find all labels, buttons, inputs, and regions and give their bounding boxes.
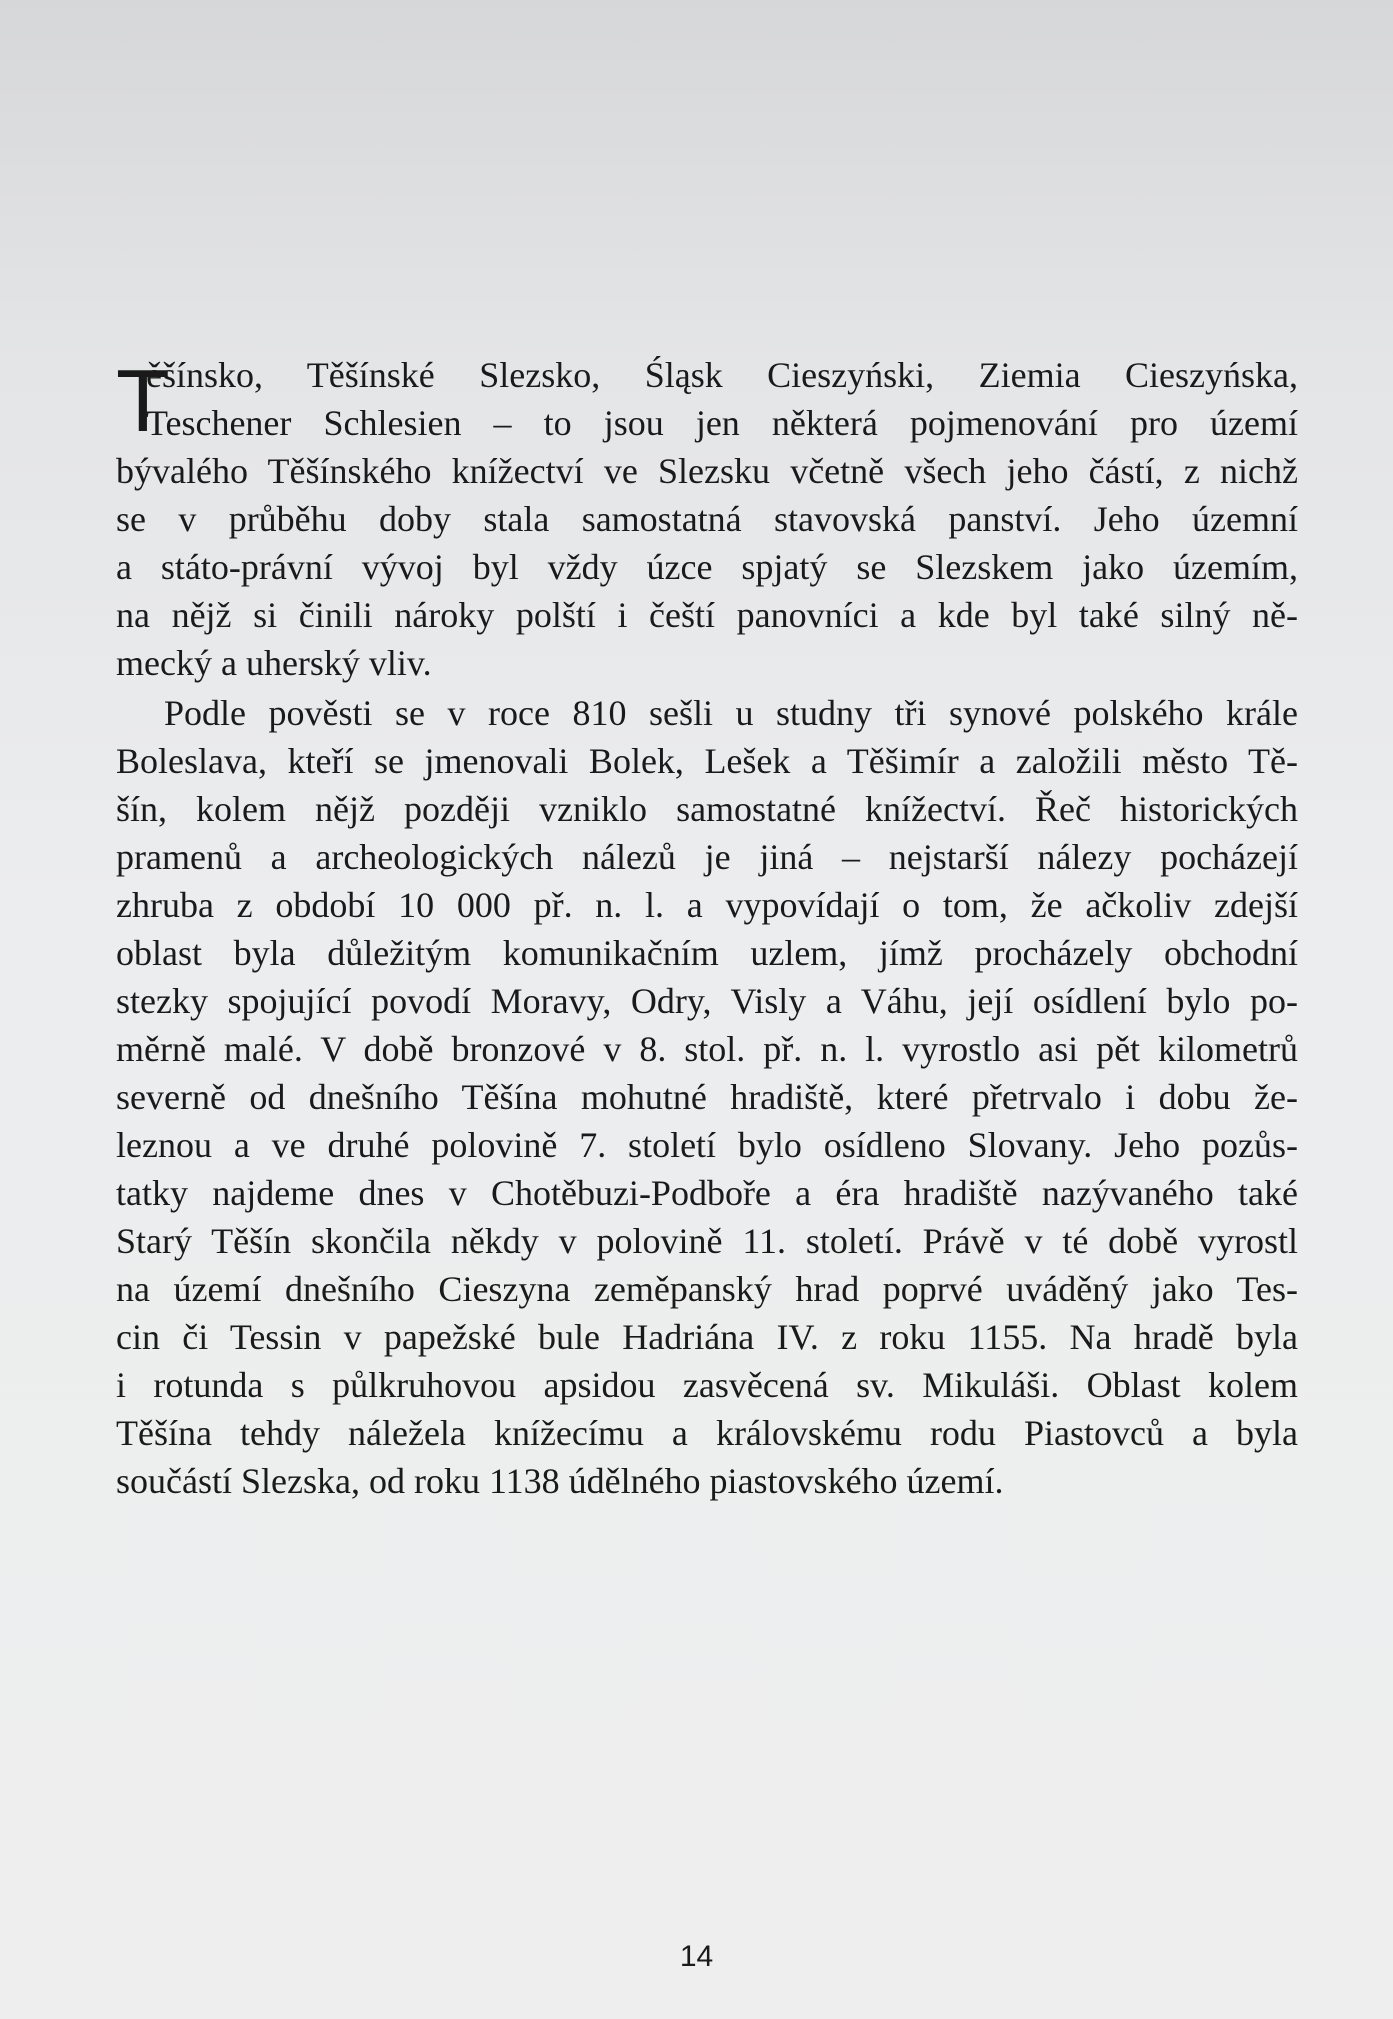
- text-line: bývalého Těšínského knížectví ve Slezsku včetně všech jeho částí, z nichž: [116, 451, 1298, 491]
- text-line: Teschener Schlesien – to jsou jen některá pojmenování pro území: [146, 403, 1298, 443]
- text-line: mecký a uherský vliv.: [116, 643, 432, 683]
- text-line: oblast byla důležitým komunikačním uzlem, jímž procházely obchodní: [116, 933, 1298, 973]
- text-line: stezky spojující povodí Moravy, Odry, Visly a Váhu, její osídlení bylo po-: [116, 981, 1298, 1021]
- text-line: a státo-právní vývoj byl vždy úzce spjatý se Slezskem jako územím,: [116, 547, 1298, 587]
- body-text: [116, 351, 1298, 1505]
- text-line: ěšínsko, Těšínské Slezsko, Śląsk Cieszyński, Ziemia Cieszyńska,: [146, 355, 1298, 395]
- text-line: šín, kolem nějž později vzniklo samostatné knížectví. Řeč historických: [116, 789, 1298, 829]
- paragraph-1: [116, 351, 1298, 687]
- text-line: severně od dnešního Těšína mohutné hradiště, které přetrvalo i dobu že-: [116, 1077, 1298, 1117]
- text-line: měrně malé. V době bronzové v 8. stol. př. n. l. vyrostlo asi pět kilometrů: [116, 1029, 1298, 1069]
- text-line: cin či Tessin v papežské bule Hadriána IV. z roku 1155. Na hradě byla: [116, 1317, 1298, 1357]
- text-line: součástí Slezska, od roku 1138 údělného piastovského území.: [116, 1461, 1004, 1501]
- text-line: tatky najdeme dnes v Chotěbuzi-Podboře a éra hradiště nazývaného také: [116, 1173, 1298, 1213]
- text-line: zhruba z období 10 000 př. n. l. a vypovídají o tom, že ačkoliv zdejší: [116, 885, 1298, 925]
- page-number: 14: [679, 1940, 714, 1973]
- text-line: se v průběhu doby stala samostatná stavovská panství. Jeho územní: [116, 499, 1298, 539]
- text-line: leznou a ve druhé polovině 7. století bylo osídleno Slovany. Jeho pozůs-: [116, 1125, 1298, 1165]
- paragraph-2: [116, 689, 1298, 1505]
- text-line: na nějž si činili nároky polští i čeští panovníci a kde byl také silný ně-: [116, 595, 1298, 635]
- drop-cap: T: [116, 351, 170, 450]
- text-line: pramenů a archeologických nálezů je jiná – nejstarší nálezy pocházejí: [116, 837, 1298, 877]
- text-line: Těšína tehdy náležela knížecímu a královskému rodu Piastovců a byla: [116, 1413, 1298, 1453]
- text-line: Starý Těšín skončila někdy v polovině 11. století. Právě v té době vyrostl: [116, 1221, 1298, 1261]
- text-line: Podle pověsti se v roce 810 sešli u studny tři synové polského krále: [164, 693, 1298, 733]
- text-line: na území dnešního Cieszyna zeměpanský hrad poprvé uváděný jako Tes-: [116, 1269, 1298, 1309]
- text-line: Boleslava, kteří se jmenovali Bolek, Lešek a Těšimír a založili město Tě-: [116, 741, 1298, 781]
- text-line: i rotunda s půlkruhovou apsidou zasvěcená sv. Mikuláši. Oblast kolem: [116, 1365, 1298, 1405]
